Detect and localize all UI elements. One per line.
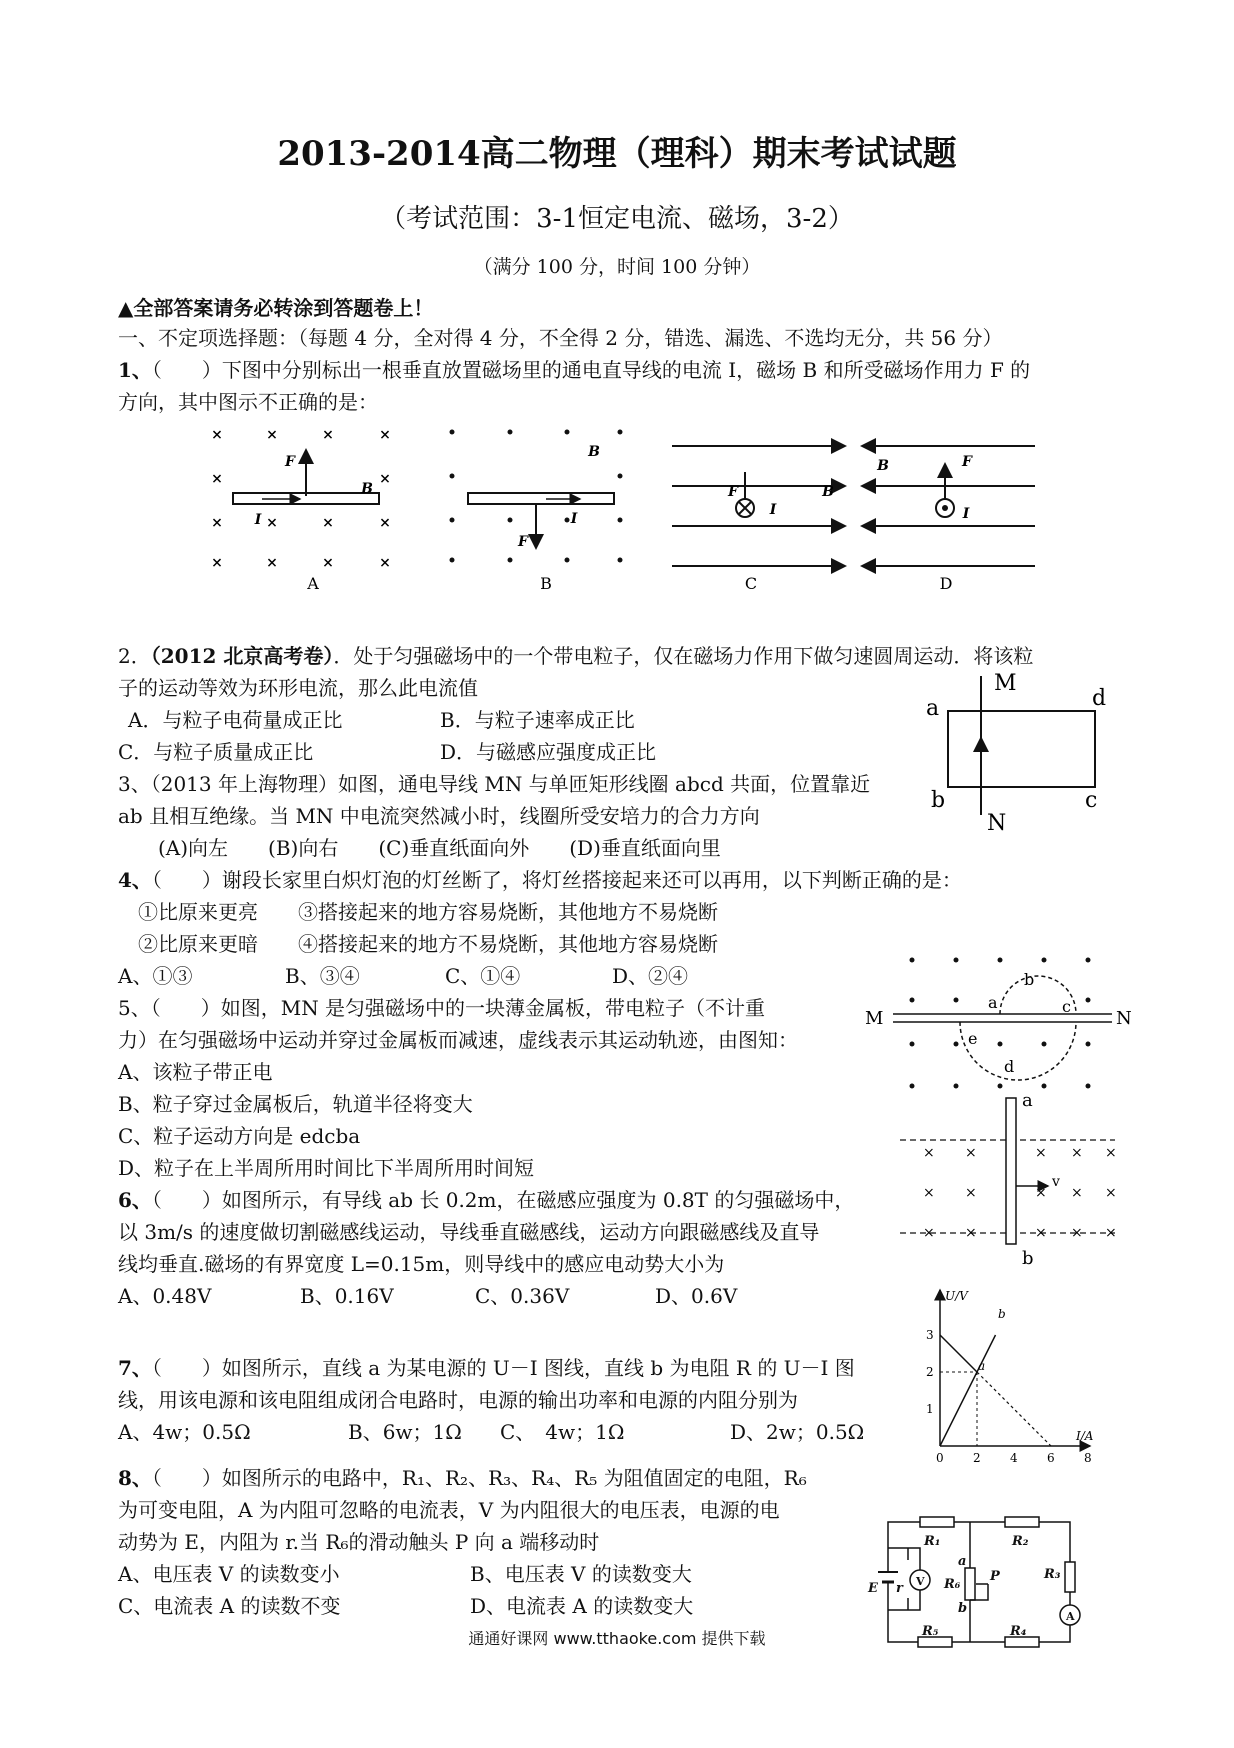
label-d: d [1092, 686, 1107, 711]
conductor-bar [468, 493, 614, 504]
label-d: d [1004, 1057, 1015, 1076]
q7-chart [926, 1289, 1094, 1465]
q1-line2: 方向，其中图示不正确的是： [118, 390, 378, 414]
q8-line2: 为可变电阻，A 为内阻可忽略的电流表，V 为内阻很大的电压表，电源的电 [118, 1498, 780, 1522]
q6-option-b: B、0.16V [300, 1284, 394, 1308]
q6-option-d: D、0.6V [655, 1284, 738, 1308]
q6-line1: 6、（ ）如图所示，有导线 ab 长 0.2m，在磁感应强度为 0.8T 的匀强磁场中， [118, 1188, 855, 1212]
x-axis-label: I/A [1076, 1429, 1094, 1443]
dot-mark [954, 1084, 959, 1089]
section-heading: 一、不定项选择题：（每题 4 分，全对得 4 分，不全得 2 分，错选、漏选、不选均无分，共 56 分） [118, 326, 1003, 350]
q5-figure [865, 958, 1132, 1089]
label-r3: R₃ [1044, 1567, 1061, 1582]
dot-mark [618, 558, 623, 563]
figure-label: B [540, 574, 552, 593]
label-e: e [968, 1029, 978, 1048]
cross-mark: × [211, 427, 223, 443]
series-line-a [940, 1335, 977, 1372]
label-e: E [868, 1581, 878, 1596]
cross-mark: × [1105, 1225, 1117, 1241]
q1-line1: 1、（ ）下图中分别标出一根垂直放置磁场里的通电直导线的电流 I，磁场 B 和所受磁场作用力 F 的 [118, 358, 1031, 382]
q7-option-b: B、6w；1Ω [348, 1420, 462, 1444]
cross-mark: × [379, 427, 391, 443]
label-b: b [1024, 970, 1035, 989]
figure-label: C [744, 574, 758, 593]
dot-mark [508, 430, 513, 435]
label-f: F [285, 454, 295, 470]
cross-mark: × [322, 515, 334, 531]
dot-mark [954, 1042, 959, 1047]
cross-mark: × [1035, 1225, 1047, 1241]
dot-mark [565, 558, 570, 563]
q4-statement-1: ①比原来更亮 ③搭接起来的地方容易烧断，其他地方不易烧断 [138, 900, 718, 924]
q2-line2: 子的运动等效为环形电流，那么此电流值 [118, 676, 478, 700]
dot-mark [998, 1084, 1003, 1089]
page-title: 2013-2014高二物理（理科）期末考试试题 [277, 134, 957, 174]
label-i: I [962, 506, 970, 522]
q8-option-d: D、电流表 A 的读数变大 [470, 1594, 694, 1618]
label-m: M [865, 1008, 884, 1029]
exam-scope: （考试范围：3-1恒定电流、磁场，3-2） [380, 204, 854, 234]
dot-mark [910, 958, 915, 963]
cross-mark: × [322, 427, 334, 443]
label-v: v [1052, 1174, 1060, 1190]
dot-mark [450, 558, 455, 563]
q2-option-b: B．与粒子速率成正比 [440, 708, 635, 732]
cross-mark: × [965, 1225, 977, 1241]
label-a: a [926, 696, 940, 721]
label-i: I [769, 502, 777, 518]
label-b: b [931, 788, 946, 813]
y-tick-label: 1 [926, 1402, 934, 1416]
series-line-b [940, 1335, 996, 1446]
dot-mark [998, 1042, 1003, 1047]
label-f: F [518, 534, 528, 550]
label-r5: R₅ [922, 1624, 939, 1639]
label-n: N [987, 811, 1007, 836]
notice: ▲全部答案请务必转涂到答题卷上！ [118, 296, 434, 320]
cross-mark: × [266, 515, 278, 531]
cross-mark: × [1071, 1225, 1083, 1241]
q5-line2: 力）在匀强磁场中运动并穿过金属板而减速，虚线表示其运动轨迹，由图知： [118, 1028, 798, 1052]
q6-option-c: C、0.36V [475, 1284, 570, 1308]
label-c: c [1085, 788, 1098, 813]
q3-line1: 3、（2013 年上海物理）如图，通电导线 MN 与单匝矩形线圈 abcd 共面，位置靠近 [118, 772, 871, 796]
label-f: F [728, 484, 738, 500]
label-b: B [588, 444, 600, 460]
x-tick-label: 8 [1084, 1451, 1092, 1465]
resistor-r6 [965, 1568, 975, 1600]
q4-option-c: C、①④ [445, 964, 521, 988]
dot-mark [954, 998, 959, 1003]
label-p: P [990, 1569, 1000, 1584]
label-f: F [962, 454, 972, 470]
dot-mark [954, 958, 959, 963]
cross-mark: × [965, 1185, 977, 1201]
q4-statement-2: ②比原来更暗 ④搭接起来的地方不易烧断，其他地方容易烧断 [138, 932, 718, 956]
label-b: B [877, 458, 889, 474]
field-out-of-page-marks [910, 958, 1091, 1089]
label-i: I [570, 511, 578, 527]
cross-mark: × [1071, 1145, 1083, 1161]
label-r4: R₄ [1010, 1624, 1027, 1639]
resistor-r3 [1065, 1562, 1075, 1592]
cross-mark: × [965, 1145, 977, 1161]
cross-mark: × [379, 515, 391, 531]
cross-mark: × [1035, 1145, 1047, 1161]
figure-label: A [307, 574, 319, 593]
resistor-r1 [920, 1517, 954, 1527]
q8-option-a: A、电压表 V 的读数变小 [118, 1562, 340, 1586]
score-note: （满分 100 分，时间 100 分钟） [473, 256, 761, 278]
dot-mark [450, 518, 455, 523]
y-tick-label: 2 [926, 1365, 934, 1379]
label-a: a [958, 1554, 967, 1569]
label-b: B [822, 484, 834, 500]
q2-option-a: A．与粒子电荷量成正比 [128, 708, 343, 732]
cross-mark: × [923, 1225, 935, 1241]
q4-option-b: B、③④ [285, 964, 360, 988]
dot-mark [1086, 1042, 1091, 1047]
dot-mark [618, 474, 623, 479]
figure-label: D [939, 574, 953, 593]
q7-line2: 线，用该电源和该电阻组成闭合电路时，电源的输出功率和电源的内阻分别为 [118, 1388, 798, 1412]
q8-line1: 8、（ ）如图所示的电路中，R₁、R₂、R₃、R₄、R₅ 为阻值固定的电阻，R₆ [118, 1466, 807, 1490]
cross-mark: × [211, 515, 223, 531]
cross-mark: × [211, 555, 223, 571]
q6-line3: 线均垂直.磁场的有界宽度 L=0.15m，则导线中的感应电动势大小为 [118, 1252, 725, 1276]
dot-mark [1042, 1042, 1047, 1047]
q5-option-b: B、粒子穿过金属板后，轨道半径将变大 [118, 1092, 473, 1116]
label-v: V [916, 1575, 925, 1588]
q1-figure-d [862, 446, 1035, 593]
label-b: B [361, 481, 373, 497]
q2-option-d: D．与磁感应强度成正比 [440, 740, 657, 764]
label-i: I [254, 512, 262, 528]
q2-option-c: C．与粒子质量成正比 [118, 740, 314, 764]
label-r: r [896, 1581, 903, 1596]
dot-mark [450, 430, 455, 435]
conductor-ab [1006, 1098, 1016, 1244]
cross-mark: × [1071, 1185, 1083, 1201]
cross-mark: × [266, 555, 278, 571]
label-a: a [988, 993, 998, 1012]
q7-line1: 7、（ ）如图所示，直线 a 为某电源的 U－I 图线，直线 b 为电阻 R 的 U－I 图 [118, 1356, 855, 1380]
x-tick-label: 0 [936, 1451, 944, 1465]
q3-options: (A)向左 (B)向右 (C)垂直纸面向外 (D)垂直纸面向里 [158, 836, 721, 860]
x-tick-label: 6 [1047, 1451, 1055, 1465]
q7-option-a: A、4w；0.5Ω [118, 1420, 251, 1444]
cross-mark: × [923, 1185, 935, 1201]
cross-mark: × [923, 1145, 935, 1161]
q2-line1: 2．（2012 北京高考卷）．处于匀强磁场中的一个带电粒子，仅在磁场力作用下做匀速圆周运动．将该粒 [118, 644, 1034, 668]
resistor-r2 [1005, 1517, 1039, 1527]
coil-abcd [948, 711, 1095, 787]
q1-figure-c [672, 446, 845, 593]
y-axis-label: U/V [945, 1289, 968, 1303]
label-n: N [1116, 1008, 1132, 1029]
dot-mark [565, 518, 570, 523]
dot-mark [910, 1042, 915, 1047]
q4-line1: 4、（ ）谢段长家里白炽灯泡的灯丝断了，将灯丝搭接起来还可以再用，以下判断正确的是： [118, 868, 962, 892]
dot-mark [618, 518, 623, 523]
series-label-a: a [978, 1359, 986, 1373]
label-ammeter: A [1066, 1610, 1075, 1623]
q7-option-c: C、 4w；1Ω [500, 1420, 625, 1444]
cross-mark: × [1035, 1185, 1047, 1201]
q7-option-d: D、2w；0.5Ω [730, 1420, 865, 1444]
dot-mark [618, 430, 623, 435]
label-a: a [1022, 1090, 1033, 1111]
cross-mark: × [379, 555, 391, 571]
cross-mark: × [322, 555, 334, 571]
label-b: b [958, 1601, 968, 1616]
cross-mark: × [1105, 1185, 1117, 1201]
q5-line1: 5、（ ）如图，MN 是匀强磁场中的一块薄金属板，带电粒子（不计重 [118, 996, 766, 1020]
cross-mark: × [379, 471, 391, 487]
dot-mark [1086, 1084, 1091, 1089]
q6-option-a: A、0.48V [118, 1284, 212, 1308]
q8-option-b: B、电压表 V 的读数变大 [470, 1562, 692, 1586]
y-tick-label: 3 [926, 1328, 934, 1342]
dot-mark [1042, 958, 1047, 963]
label-r6: R₆ [944, 1577, 961, 1592]
x-tick-label: 4 [1010, 1451, 1018, 1465]
dot-mark [1042, 1084, 1047, 1089]
label-r1: R₁ [924, 1534, 941, 1549]
q4-option-a: A、①③ [118, 964, 193, 988]
q3-line2: ab 且相互绝缘。当 MN 中电流突然减小时，线圈所受安培力的合力方向 [118, 804, 760, 828]
dot-mark [998, 958, 1003, 963]
x-tick-label: 2 [973, 1451, 981, 1465]
q8-option-c: C、电流表 A 的读数不变 [118, 1594, 341, 1618]
dot-mark [508, 558, 513, 563]
q5-option-a: A、该粒子带正电 [118, 1060, 273, 1084]
q4-option-d: D、②④ [612, 964, 689, 988]
dot-mark [1086, 958, 1091, 963]
dot-mark [1086, 998, 1091, 1003]
series-label-b: b [998, 1307, 1006, 1321]
dot-mark [910, 998, 915, 1003]
q5-option-d: D、粒子在上半周所用时间比下半周所用时间短 [118, 1156, 535, 1180]
label-c: c [1062, 997, 1071, 1016]
dot-mark [450, 474, 455, 479]
label-m: M [994, 671, 1017, 696]
cross-mark: × [211, 471, 223, 487]
q6-figure [900, 1090, 1117, 1269]
q3-figure [926, 671, 1106, 836]
q1-figure-b [450, 430, 623, 594]
cross-mark: × [1105, 1145, 1117, 1161]
q8-line3: 动势为 E，内阻为 r.当 R₆的滑动触头 P 向 a 端移动时 [118, 1530, 600, 1554]
field-into-page-marks [211, 427, 391, 571]
q1-figure-a [211, 427, 391, 593]
cross-mark: × [266, 427, 278, 443]
series-line-a-extension [977, 1372, 1051, 1446]
field-into-page-marks [923, 1145, 1117, 1241]
dot-mark [508, 518, 513, 523]
label-r2: R₂ [1012, 1534, 1029, 1549]
q6-line2: 以 3m/s 的速度做切割磁感线运动，导线垂直磁感线，运动方向跟磁感线及直导 [118, 1220, 820, 1244]
dot-mark [910, 1084, 915, 1089]
footer: 通通好课网 www.tthaoke.com 提供下载 [468, 1629, 766, 1648]
dot-mark [565, 430, 570, 435]
q5-option-c: C、粒子运动方向是 edcba [118, 1124, 361, 1148]
label-b: b [1022, 1248, 1034, 1269]
